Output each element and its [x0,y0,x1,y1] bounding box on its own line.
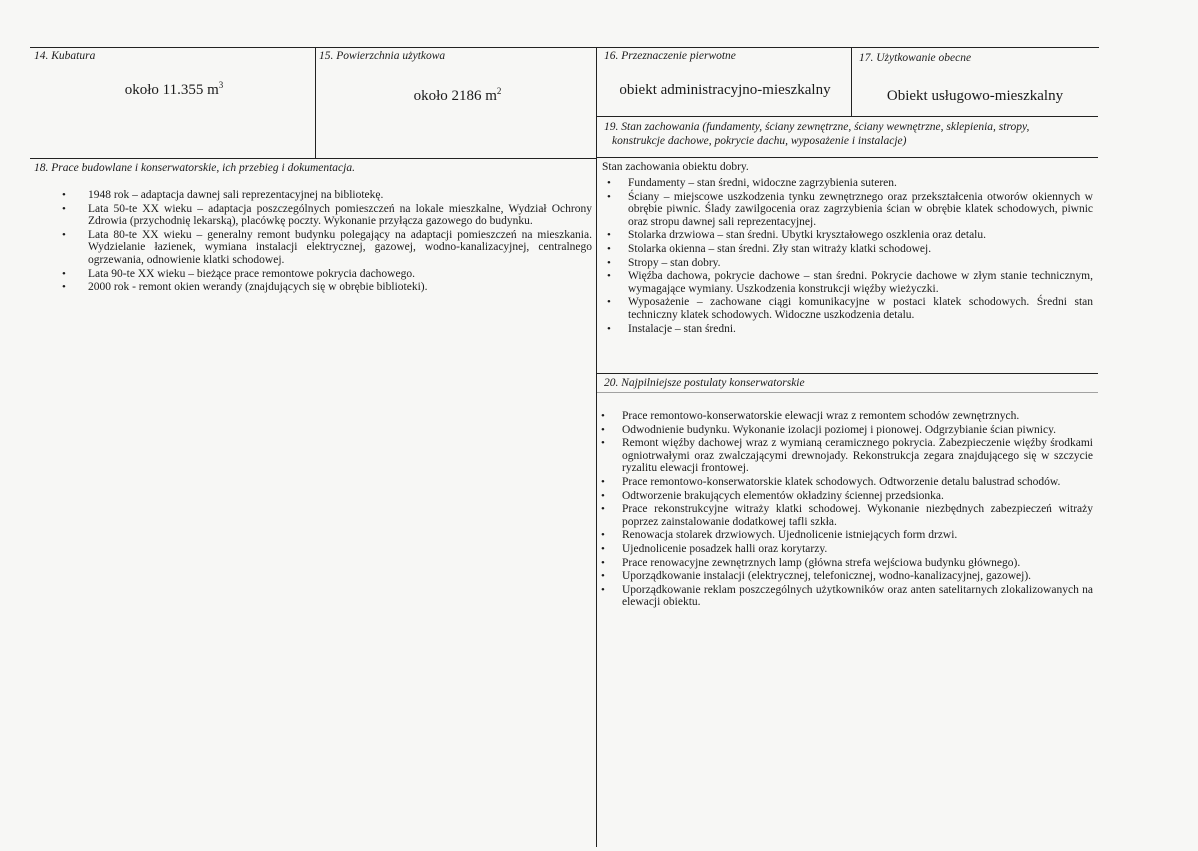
prace-item: • 2000 rok - remont okien werandy (znajdujących się w obrębie biblioteki). [88,281,592,294]
prace-item: • Lata 90-te XX wieku – bieżące prace remontowe pokrycia dachowego. [88,268,592,281]
stan-item: • Stropy – stan dobry. [628,257,1093,270]
prace-item: • Lata 80-te XX wieku – generalny remont budynku polegający na adaptacji pomieszczeń na mieszkania. Wydzielanie łazienek, wymiana instalacji elektrycznej, gazowej, wodno-kanalizacyjnej, centralnego ogrzewania, odnowienie klatki schodowej. [88,229,592,267]
divider-15-top [315,47,316,158]
postulaty-item: • Prace remontowo-konserwatorskie klatek schodowych. Odtworzenie detalu balustrad schodów. [622,476,1093,489]
stan-item: • Wyposażenie – zachowane ciągi komunikacyjne w postaci klatek schodowych. Średni stan techniczny klatek schodowych. Widoczne uszkodzenia detalu. [628,296,1093,321]
prace-label: 18. Prace budowlane i konserwatorskie, ich przebieg i dokumentacja. [34,162,355,174]
powierzchnia-number: około 2186 m [413,88,497,104]
postulaty-item: • Uporządkowanie instalacji (elektrycznej, telefonicznej, wodno-kanalizacyjnej, gazowej). [622,570,1093,583]
right-section-line-20b [596,392,1098,393]
powierzchnia-unit-exponent: 2 [496,86,502,96]
postulaty-item: • Prace renowacyjne zewnętrznych lamp (główna strefa wejściowa budynku głównego). [622,557,1093,570]
center-divider [596,47,597,847]
przeznaczenie-value: obiekt administracyjno-mieszkalny [619,82,831,98]
stan-label-line1: 19. Stan zachowania (fundamenty, ściany zewnętrzne, ściany wewnętrzne, sklepienia, stropy, [604,121,1030,133]
postulaty-item: • Prace remontowo-konserwatorskie elewacji wraz z remontem schodów zewnętrznych. [622,410,1093,423]
kubatura-unit-exponent: 3 [218,80,224,90]
uzytkowanie-value: Obiekt usługowo-mieszkalny [886,88,1064,104]
stan-item: • Ściany – miejscowe uszkodzenia tynku zewnętrznego oraz przekształcenia otworów okiennych w obrębie piwnic. Ślady zawilgocenia oraz zagrzybienia ścian w obrębie klatek schodowych, piwnic oraz stropu dawnej sali reprezentacyjnej. [628,191,1093,229]
postulaty-label: 20. Najpilniejsze postulaty konserwatorskie [604,377,805,389]
postulaty-list [622,410,1093,610]
kubatura-number: około 11.355 m [124,82,219,98]
right-section-line-16-17 [596,116,1098,117]
stan-list [628,177,1093,336]
stan-item: • Instalacje – stan średni. [628,323,1093,336]
stan-item: • Stolarka okienna – stan średni. Zły stan witraży klatki schodowej. [628,243,1093,256]
kubatura-value [34,80,314,99]
postulaty-item: • Renowacja stolarek drzwiowych. Ujednolicenie istniejących form drzwi. [622,529,1093,542]
postulaty-item: • Uporządkowanie reklam poszczególnych użytkowników oraz anten satelitarnych zlokalizowanych na elewacji obiektu. [622,584,1093,609]
prace-item: • Lata 50-te XX wieku – adaptacja poszczególnych pomieszczeń na lokale mieszkalne, Wydział Ochrony Zdrowia (przychodnię lekarską), placówkę poczty. Wykonanie przyłącza gazowego do budynku. [88,203,592,228]
postulaty-item: • Remont więźby dachowej wraz z wymianą ceramicznego pokrycia. Zabezpieczenie więźby środkami ogniotrwałymi oraz zwalczającymi drewnojady. Rekonstrukcja zegara znajdującego się w szczycie ryzalitu elewacji frontowej. [622,437,1093,475]
stan-item: • Więźba dachowa, pokrycie dachowe – stan średni. Pokrycie dachowe w złym stanie technicznym, wymagające wymiany. Uszkodzenia konstrukcji więźby wieżyczki. [628,270,1093,295]
right-section-line-20 [596,373,1098,374]
divider-17 [851,48,852,116]
prace-list [88,189,592,295]
uzytkowanie-label: 17. Użytkowanie obecne [859,52,972,64]
prace-item: • 1948 rok – adaptacja dawnej sali reprezentacyjnej na bibliotekę. [88,189,592,202]
postulaty-item: • Odwodnienie budynku. Wykonanie izolacji poziomej i pionowej. Odgrzybianie ścian piwnicy. [622,424,1093,437]
kubatura-label: 14. Kubatura [34,50,96,62]
stan-intro: Stan zachowania obiektu dobry. [602,161,749,173]
stan-item: • Fundamenty – stan średni, widoczne zagrzybienia suteren. [628,177,1093,190]
top-border [30,47,1099,48]
stan-label-line2: konstrukcje dachowe, pokrycie dachu, wyposażenie i instalacje) [612,135,907,147]
stan-item: • Stolarka drzwiowa – stan średni. Ubytki kryształowego oszklenia oraz detalu. [628,229,1093,242]
right-section-line-19 [596,157,1098,158]
powierzchnia-value [320,86,595,105]
postulaty-item: • Prace rekonstrukcyjne witraży klatki schodowej. Wykonanie niezbędnych zabezpieczeń witraży poprzez zainstalowanie dodatkowej tafli szkła. [622,503,1093,528]
postulaty-item: • Odtworzenie brakujących elementów okładziny ściennej przedsionka. [622,490,1093,503]
powierzchnia-label: 15. Powierzchnia użytkowa [319,50,446,62]
postulaty-item: • Ujednolicenie posadzek halli oraz korytarzy. [622,543,1093,556]
left-section-line-18 [30,158,596,159]
przeznaczenie-label: 16. Przeznaczenie pierwotne [604,50,736,62]
